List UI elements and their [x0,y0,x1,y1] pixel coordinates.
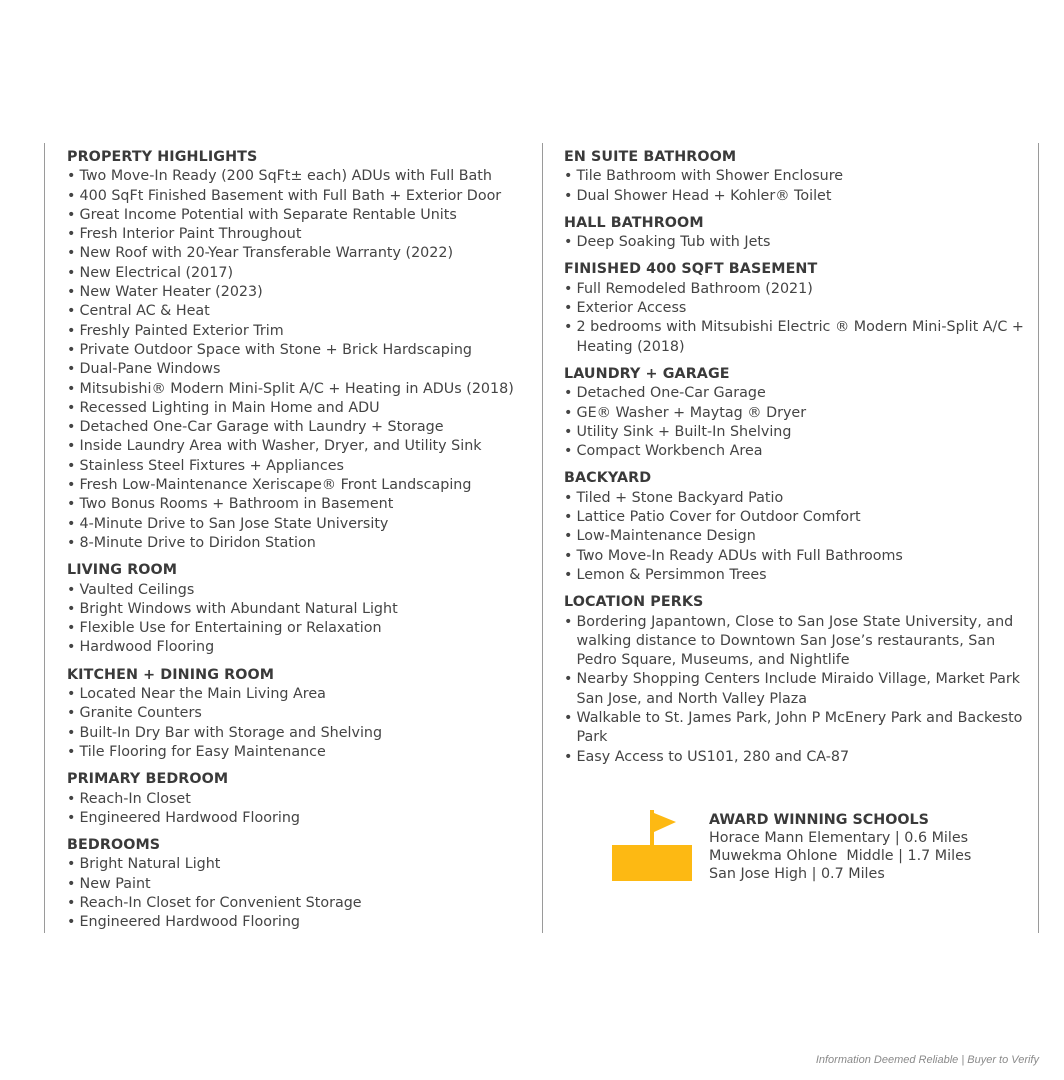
feature-item: • Flexible Use for Entertaining or Relaxation [67,619,532,638]
section-title: LOCATION PERKS [564,594,704,611]
schools-title: AWARD WINNING SCHOOLS [709,812,929,828]
feature-item: • New Roof with 20-Year Transferable Warranty (2022) [67,244,532,263]
feature-item: • Dual Shower Head + Kohler® Toilet [564,187,1026,206]
feature-item: • Fresh Low-Maintenance Xeriscape® Front Landscaping [67,476,532,495]
feature-item: • Bright Natural Light [67,855,532,874]
feature-section [564,593,1026,767]
feature-item: • Fresh Interior Paint Throughout [67,225,532,244]
section-title: FINISHED 400 SQFT BASEMENT [564,261,818,278]
feature-item: • Dual-Pane Windows [67,360,532,379]
schools-text [709,811,971,883]
right-column [564,148,1026,775]
feature-item: • Nearby Shopping Centers Include Miraido Village, Market Park San Jose, and North Valley Plaza [564,670,1026,709]
school-flag-pole [650,810,654,845]
feature-section [564,148,1026,206]
feature-section [564,365,1026,461]
award-winning-schools [612,810,1032,890]
feature-section [67,770,532,828]
feature-item: • Tiled + Stone Backyard Patio [564,489,1026,508]
feature-list [564,613,1026,767]
feature-item: • Great Income Potential with Separate Rentable Units [67,206,532,225]
feature-list [564,233,1026,252]
feature-item: • Reach-In Closet [67,790,532,809]
feature-item: • Engineered Hardwood Flooring [67,913,532,932]
section-title: PRIMARY BEDROOM [67,771,229,788]
feature-item: • Located Near the Main Living Area [67,685,532,704]
feature-item: • Easy Access to US101, 280 and CA-87 [564,748,1026,767]
feature-section [564,469,1026,585]
feature-item: • Detached One-Car Garage with Laundry + Storage [67,418,532,437]
feature-item: • Compact Workbench Area [564,442,1026,461]
school-flag-banner [654,813,676,832]
feature-item: • New Paint [67,875,532,894]
section-title: BACKYARD [564,470,652,487]
feature-item: • Detached One-Car Garage [564,384,1026,403]
feature-item: • 2 bedrooms with Mitsubishi Electric ® Modern Mini-Split A/C + Heating (2018) [564,318,1026,357]
feature-list [67,167,532,553]
center-divider [542,143,543,933]
feature-section [67,561,532,657]
feature-list [67,685,532,762]
feature-list [67,855,532,932]
feature-item: • Two Bonus Rooms + Bathroom in Basement [67,495,532,514]
feature-item: • Central AC & Heat [67,302,532,321]
school-building-shape [612,845,692,881]
feature-item: • GE® Washer + Maytag ® Dryer [564,404,1026,423]
feature-item: • 4-Minute Drive to San Jose State University [67,515,532,534]
feature-item: • Inside Laundry Area with Washer, Dryer, and Utility Sink [67,437,532,456]
feature-item: • Private Outdoor Space with Stone + Brick Hardscaping [67,341,532,360]
section-title: LAUNDRY + GARAGE [564,365,730,382]
feature-section [67,666,532,762]
feature-section [67,836,532,932]
section-title: BEDROOMS [67,837,161,854]
feature-item: • Built-In Dry Bar with Storage and Shelving [67,724,532,743]
feature-item: • Engineered Hardwood Flooring [67,809,532,828]
feature-item: • New Water Heater (2023) [67,283,532,302]
feature-item: • Tile Bathroom with Shower Enclosure [564,167,1026,186]
feature-section [564,214,1026,253]
section-title: KITCHEN + DINING ROOM [67,666,275,683]
section-title: HALL BATHROOM [564,214,704,231]
feature-section [564,260,1026,356]
feature-list [564,280,1026,357]
feature-item: • 8-Minute Drive to Diridon Station [67,534,532,553]
feature-item: • Two Move-In Ready (200 SqFt± each) ADUs with Full Bath [67,167,532,186]
feature-item: • Utility Sink + Built-In Shelving [564,423,1026,442]
right-divider [1038,143,1039,933]
feature-list [564,489,1026,585]
feature-item: • Two Move-In Ready ADUs with Full Bathrooms [564,547,1026,566]
feature-item: • Deep Soaking Tub with Jets [564,233,1026,252]
feature-item: • Mitsubishi® Modern Mini-Split A/C + Heating in ADUs (2018) [67,380,532,399]
school-line: Horace Mann Elementary | 0.6 Miles [709,830,969,846]
section-title: PROPERTY HIGHLIGHTS [67,149,258,165]
feature-item: • Stainless Steel Fixtures + Appliances [67,457,532,476]
feature-list [67,790,532,829]
feature-item: • Vaulted Ceilings [67,581,532,600]
feature-item: • Exterior Access [564,299,1026,318]
school-line: San Jose High | 0.7 Miles [709,866,885,882]
feature-list [564,167,1026,206]
feature-section [67,148,532,553]
disclaimer-footer: Information Deemed Reliable | Buyer to Verify [815,1054,1039,1066]
feature-item: • Lattice Patio Cover for Outdoor Comfort [564,508,1026,527]
feature-item: • Recessed Lighting in Main Home and ADU [67,399,532,418]
feature-item: • Bordering Japantown, Close to San Jose State University, and walking distance to Downtown San Jose’s restaurants, San Pedro Square, Museums, and Nightlife [564,613,1026,671]
feature-item: • Lemon & Persimmon Trees [564,566,1026,585]
feature-item: • Tile Flooring for Easy Maintenance [67,743,532,762]
feature-item: • Granite Counters [67,704,532,723]
feature-item: • Full Remodeled Bathroom (2021) [564,280,1026,299]
feature-item: • Reach-In Closet for Convenient Storage [67,894,532,913]
feature-item: • 400 SqFt Finished Basement with Full Bath + Exterior Door [67,187,532,206]
feature-item: • Walkable to St. James Park, John P McEnery Park and Backesto Park [564,709,1026,748]
section-title: LIVING ROOM [67,562,178,579]
feature-item: • New Electrical (2017) [67,264,532,283]
feature-item: • Freshly Painted Exterior Trim [67,322,532,341]
left-column [67,148,532,941]
feature-list [564,384,1026,461]
feature-item: • Bright Windows with Abundant Natural Light [67,600,532,619]
feature-list [67,581,532,658]
section-title: EN SUITE BATHROOM [564,149,737,165]
school-flag-icon [612,810,692,881]
feature-item: • Low-Maintenance Design [564,527,1026,546]
school-line: Muwekma Ohlone Middle | 1.7 Miles [709,848,972,864]
left-divider [44,143,45,933]
feature-item: • Hardwood Flooring [67,638,532,657]
